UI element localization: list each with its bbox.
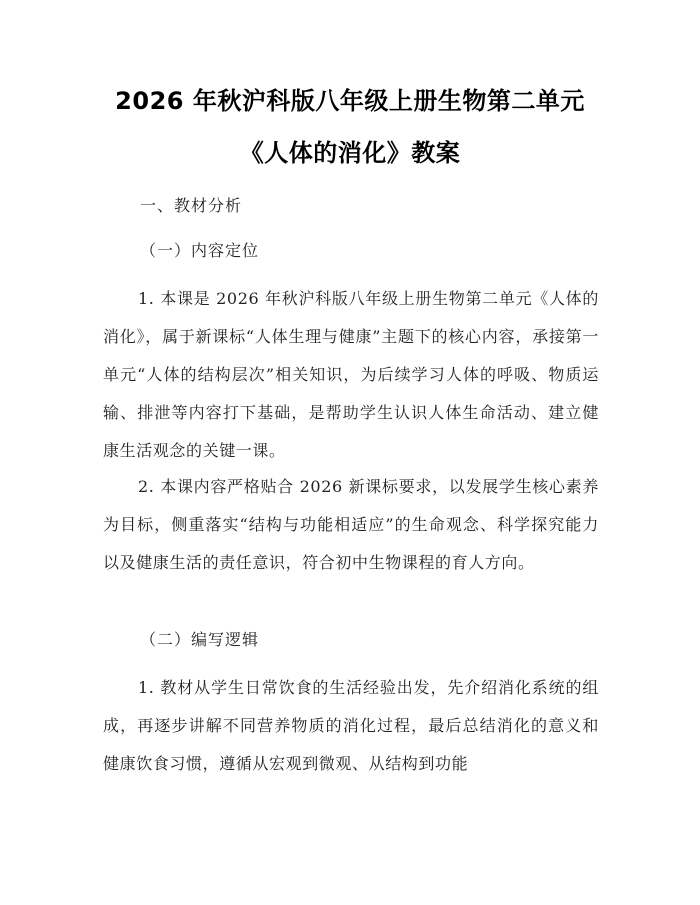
subsection-heading-writing-logic: （二）编写逻辑 — [140, 630, 260, 649]
document-title-line-1: 2026 年秋沪科版八年级上册生物第二单元 — [115, 87, 585, 115]
paragraph-1: 1. 本课是 2026 年秋沪科版八年级上册生物第二单元《人体的消化》，属于新课标“人体生理与健康”主题下的核心内容，承接第一单元“人体的结构层次”相关知识，为后续学习人体的呼吸、物质运输、排泄等内容打下基础，是帮助学生认识人体生命活动、建立健康生活观念的关键一课。 — [103, 289, 599, 460]
document-title-line-2: 《人体的消化》教案 — [239, 139, 461, 167]
subsection-heading-content-positioning: （一）内容定位 — [140, 241, 260, 260]
section-heading-textbook-analysis: 一、教材分析 — [140, 196, 243, 215]
paragraph-2: 2. 本课内容严格贴合 2026 新课标要求，以发展学生核心素养为目标，侧重落实“结构与功能相适应”的生命观念、科学探究能力以及健康生活的责任意识，符合初中生物课程的育人方向。 — [103, 477, 599, 572]
paragraph-3: 1. 教材从学生日常饮食的生活经验出发，先介绍消化系统的组成，再逐步讲解不同营养物质的消化过程，最后总结消化的意义和健康饮食习惯，遵循从宏观到微观、从结构到功能 — [103, 678, 599, 773]
